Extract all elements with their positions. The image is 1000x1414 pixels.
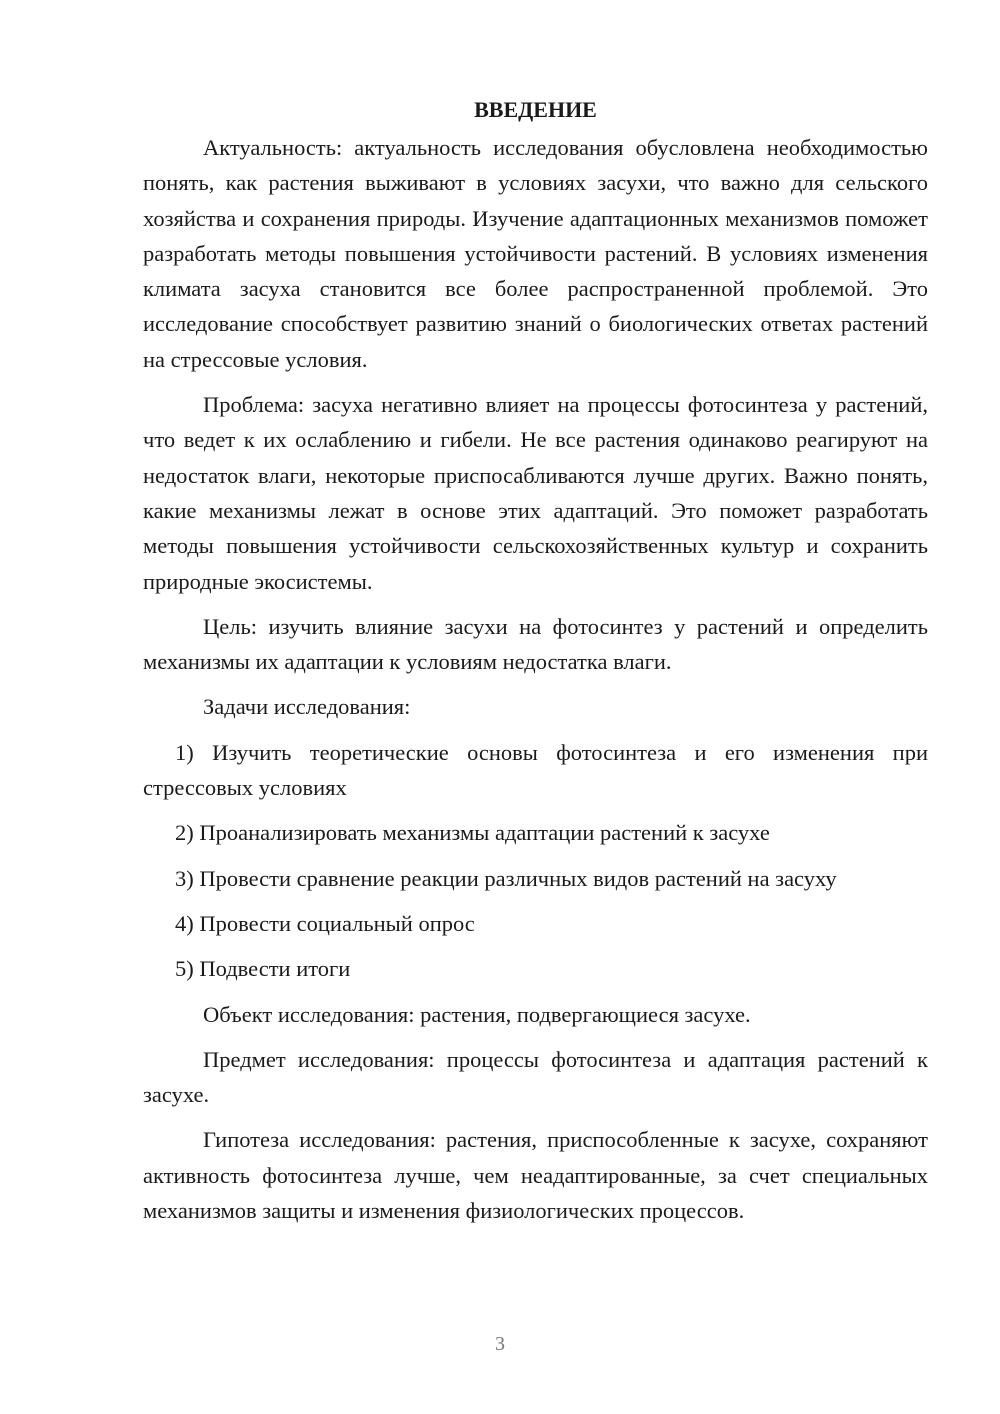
paragraph-spacer xyxy=(143,1112,928,1122)
paragraph-spacer xyxy=(143,377,928,387)
page-number: 3 xyxy=(495,1333,505,1355)
task-item-3: 3) Провести сравнение реакции различных видов растений на засуху xyxy=(175,865,837,891)
tasks-heading: Задачи исследования: xyxy=(203,694,411,720)
relevance-paragraph: Актуальность: актуальность исследования обусловлена необходимостью понять, как растения выживают в условиях засухи, что важно для сельского хозяйства и сохранения природы. Изучение адаптационных механизмов поможет разработать методы повышения устойчивости растений. В условиях изменения климата засуха становится все более распространенной проблемой. Это исследование способствует развитию знаний о биологических ответах растений на стрессовые условия. xyxy=(143,135,928,372)
paragraph-spacer xyxy=(143,725,928,735)
paragraph-spacer xyxy=(143,896,928,906)
paragraph-spacer xyxy=(143,1032,928,1042)
document-page xyxy=(143,92,928,1228)
paragraph-spacer xyxy=(143,679,928,689)
page-title: ВВЕДЕНИЕ xyxy=(474,97,597,122)
paragraph-spacer xyxy=(143,851,928,861)
task-item-4: 4) Провести социальный опрос xyxy=(175,910,475,936)
task-item-1: 1) Изучить теоретические основы фотосинтеза и его изменения при стрессовых условиях xyxy=(143,739,928,801)
paragraph-spacer xyxy=(143,941,928,951)
object-paragraph: Объект исследования: растения, подвергающиеся засухе. xyxy=(203,1001,751,1027)
hypothesis-paragraph: Гипотеза исследования: растения, приспособленные к засухе, сохраняют активность фотосинтеза лучше, чем неадаптированные, за счет специальных механизмов защиты и изменения физиологических процессов. xyxy=(143,1127,928,1224)
problem-paragraph: Проблема: засуха негативно влияет на процессы фотосинтеза у растений, что ведет к их ослаблению и гибели. Не все растения одинаково реагируют на недостаток влаги, некоторые приспосабливаются лучше других. Важно понять, какие механизмы лежат в основе этих адаптаций. Это поможет разработать методы повышения устойчивости сельскохозяйственных культур и сохранить природные экосистемы. xyxy=(143,392,928,594)
paragraph-spacer xyxy=(143,987,928,997)
paragraph-spacer xyxy=(143,805,928,815)
task-item-5: 5) Подвести итоги xyxy=(175,956,351,982)
subject-paragraph: Предмет исследования: процессы фотосинтеза и адаптация растений к засухе. xyxy=(143,1046,928,1108)
task-item-2: 2) Проанализировать механизмы адаптации растений к засухе xyxy=(175,820,770,846)
goal-paragraph: Цель: изучить влияние засухи на фотосинтез у растений и определить механизмы их адаптации к условиям недостатка влаги. xyxy=(143,613,928,675)
paragraph-spacer xyxy=(143,599,928,609)
